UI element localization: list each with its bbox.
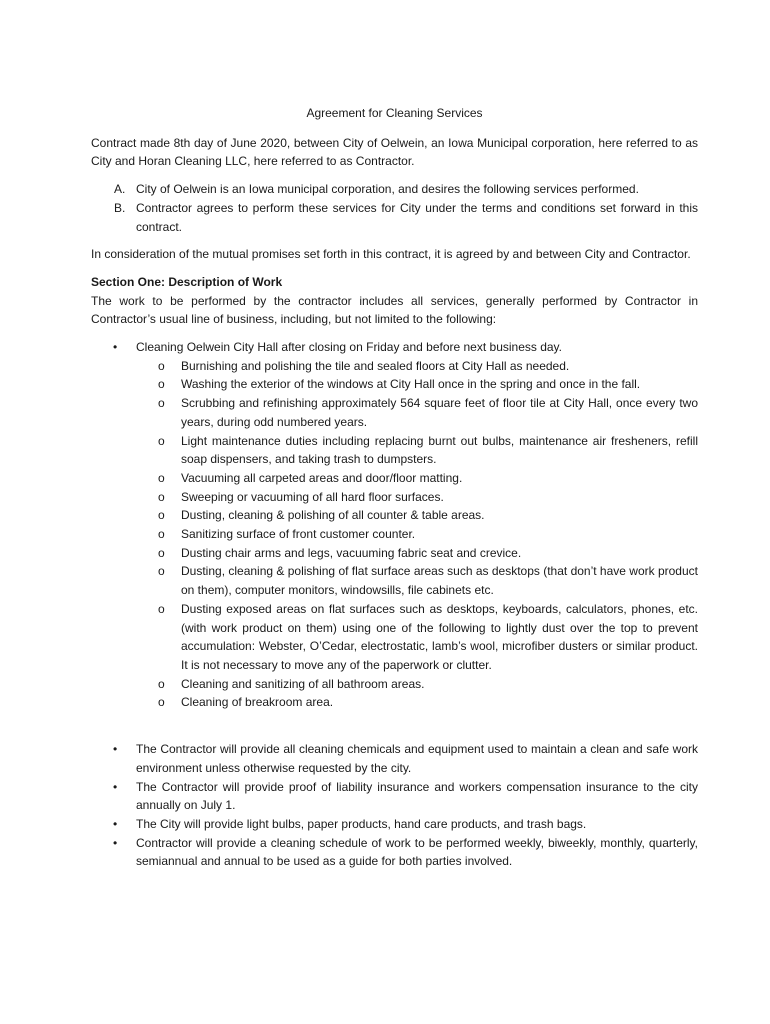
- sub-item-text: Cleaning and sanitizing of all bathroom areas.: [181, 676, 425, 691]
- document-body: [91, 104, 698, 871]
- other-bullet-item: [91, 740, 698, 777]
- sub-item-text: Dusting exposed areas on flat surfaces such as desktops, keyboards, calculators, phones, etc. (with work product on them) using one of the following to lightly dust over the top to prevent accumulation: Webster, O’Cedar, electrostatic, lamb’s wool, microfiber dusters or similar product. It is not necessary to move any of the paperwork or clutter.: [181, 601, 698, 672]
- other-bullet-item: [91, 778, 698, 815]
- other-bullet-text: The Contractor will provide all cleaning chemicals and equipment used to maintain a clean and safe work environment unless otherwise requested by the city.: [136, 742, 698, 775]
- other-bullet-list: [91, 740, 698, 871]
- sub-item-text: Scrubbing and refinishing approximately 564 square feet of floor tile at City Hall, once every two years, during odd numbered years.: [181, 396, 698, 429]
- circle-bullet-icon: o: [158, 508, 165, 523]
- recital-item: [91, 199, 698, 236]
- recital-marker: B.: [114, 200, 126, 215]
- section-one-heading: Section One: Description of Work: [91, 274, 283, 289]
- other-bullet-item: [91, 834, 698, 871]
- sub-item: [136, 525, 698, 544]
- other-bullet-text: Contractor will provide a cleaning schedule of work to be performed weekly, biweekly, monthly, quarterly, semiannual and annual to be used as a guide for both parties involved.: [136, 835, 698, 869]
- main-bullet-list: [91, 338, 698, 712]
- sub-item: [136, 693, 698, 712]
- other-bullet-item: [91, 815, 698, 834]
- main-bullet-text: Cleaning Oelwein City Hall after closing on Friday and before next business day.: [136, 340, 562, 355]
- other-bullet-text: The Contractor will provide proof of liability insurance and workers compensation insurance to the city annually on July 1.: [136, 779, 698, 813]
- bullet-icon: •: [113, 340, 118, 355]
- sub-item: [136, 562, 698, 599]
- consideration-paragraph: In consideration of the mutual promises set forth in this contract, it is agreed by and between City and Contractor.: [91, 247, 691, 262]
- bullet-icon: •: [113, 742, 118, 757]
- document-title: Agreement for Cleaning Services: [306, 106, 483, 120]
- sub-item-text: Cleaning of breakroom area.: [181, 695, 334, 710]
- sub-item: [136, 394, 698, 431]
- other-bullet-text: The City will provide light bulbs, paper products, hand care products, and trash bags.: [136, 816, 587, 831]
- circle-bullet-icon: o: [158, 489, 165, 504]
- circle-bullet-icon: o: [158, 564, 165, 579]
- sub-item: [136, 488, 698, 507]
- circle-bullet-icon: o: [158, 377, 165, 392]
- sub-item-text: Sanitizing surface of front customer counter.: [181, 527, 416, 542]
- sub-item: [136, 357, 698, 376]
- circle-bullet-icon: o: [158, 676, 165, 691]
- intro-paragraph: Contract made 8th day of June 2020, between City of Oelwein, an Iowa Municipal corporation, here referred to as City and Horan Cleaning LLC, here referred to as Contractor.: [91, 135, 698, 169]
- circle-bullet-icon: o: [158, 396, 165, 411]
- section-one-intro: The work to be performed by the contractor includes all services, generally performed by Contractor in Contractor’s usual line of business, including, but not limited to the following:: [91, 293, 698, 327]
- recitals-list: [91, 180, 698, 236]
- sub-item-text: Dusting, cleaning & polishing of flat surface areas such as desktops (that don’t have work product on them), computer monitors, windowsills, file cabinets etc.: [181, 564, 698, 598]
- main-bullet-item: [91, 338, 698, 712]
- bullet-icon: •: [113, 779, 118, 794]
- sub-item: [136, 675, 698, 694]
- sub-item-text: Washing the exterior of the windows at City Hall once in the spring and once in the fall.: [181, 377, 641, 392]
- recital-marker: A.: [114, 182, 126, 197]
- sub-item-text: Burnishing and polishing the tile and sealed floors at City Hall as needed.: [181, 358, 570, 373]
- sub-item-text: Light maintenance duties including replacing burnt out bulbs, maintenance air fresheners, refill soap dispensers, and taking trash to dumpsters.: [181, 433, 698, 467]
- sub-item: [136, 506, 698, 525]
- sub-item-text: Sweeping or vacuuming of all hard floor surfaces.: [181, 489, 444, 504]
- circle-bullet-icon: o: [158, 527, 165, 542]
- circle-bullet-icon: o: [158, 433, 165, 448]
- circle-bullet-icon: o: [158, 545, 165, 560]
- sub-bullet-list: [136, 357, 698, 712]
- sub-item-text: Dusting chair arms and legs, vacuuming fabric seat and crevice.: [181, 545, 522, 560]
- sub-item: [136, 469, 698, 488]
- sub-item: [136, 600, 698, 675]
- recital-text: City of Oelwein is an Iowa municipal corporation, and desires the following services performed.: [136, 182, 639, 197]
- recital-text: Contractor agrees to perform these services for City under the terms and conditions set forward in this contract.: [136, 200, 698, 234]
- sub-item: [136, 544, 698, 563]
- circle-bullet-icon: o: [158, 470, 165, 485]
- sub-item: [136, 432, 698, 469]
- bullet-icon: •: [113, 835, 118, 850]
- spacer: [91, 712, 698, 740]
- recital-item: [91, 180, 698, 199]
- sub-item-text: Dusting, cleaning & polishing of all counter & table areas.: [181, 508, 485, 523]
- sub-item-text: Vacuuming all carpeted areas and door/floor matting.: [181, 470, 463, 485]
- bullet-icon: •: [113, 816, 118, 831]
- circle-bullet-icon: o: [158, 601, 165, 616]
- sub-item: [136, 375, 698, 394]
- circle-bullet-icon: o: [158, 358, 165, 373]
- circle-bullet-icon: o: [158, 695, 165, 710]
